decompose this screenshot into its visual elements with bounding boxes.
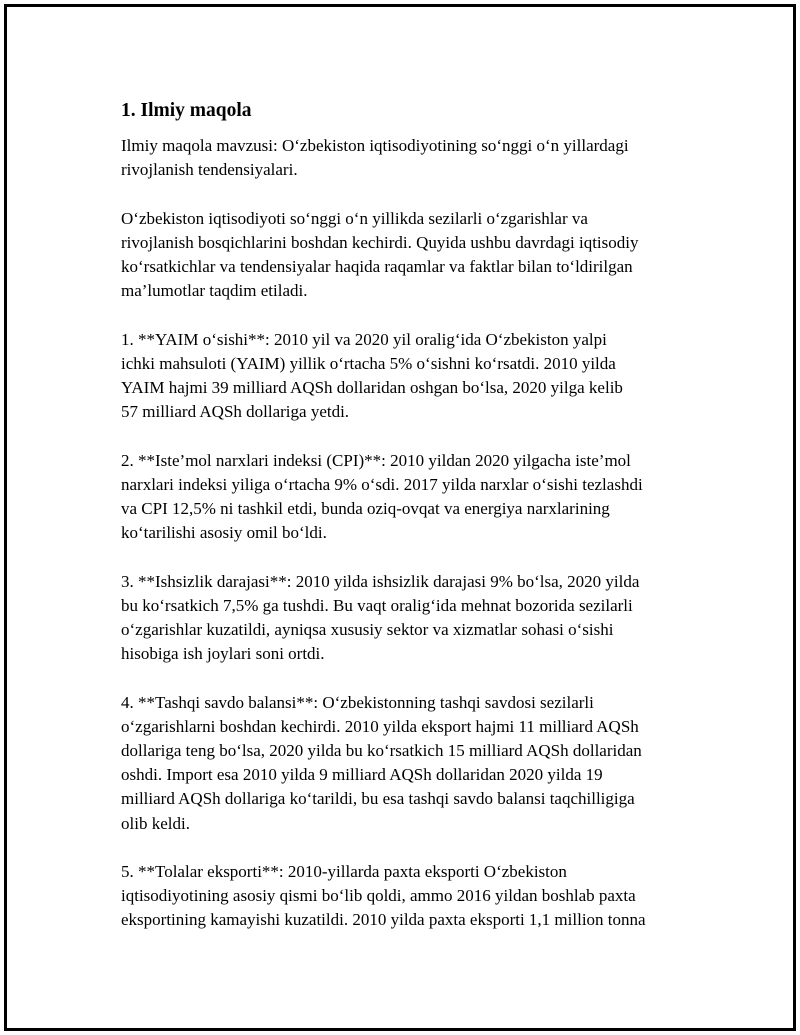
- paragraph-unemployment: 3. **Ishsizlik darajasi**: 2010 yilda ishsizlik darajasi 9% bo‘lsa, 2020 yilda bu ko‘rsatkich 7,5% ga tushdi. Bu vaqt oralig‘ida mehnat bozorida sezilarli o‘zgarishlar kuzatildi, ayniqsa xususiy sektor va xizmatlar sohasi o‘sishi hisobiga ish joylari soni ortdi.: [121, 571, 640, 664]
- paragraph-intro: O‘zbekiston iqtisodiyoti so‘nggi o‘n yillikda sezilarli o‘zgarishlar va rivojlanish bosqichlarini boshdan kechirdi. Quyida ushbu davrdagi iqtisodiy ko‘rsatkichlar va tendensiyalar haqida raqamlar va faktlar bilan to‘ldirilgan ma’lumotlar taqdim etiladi.: [121, 208, 639, 301]
- paragraph-gdp-growth: 1. **YAIM o‘sishi**: 2010 yil va 2020 yil oralig‘ida O‘zbekiston yalpi ichki mahsuloti (YAIM) yillik o‘rtacha 5% o‘sishni ko‘rsatdi. 2010 yilda YAIM hajmi 39 milliard AQSh dollaridan oshgan bo‘lsa, 2020 yilga kelib 57 milliard AQSh dollariga yetdi.: [121, 329, 623, 422]
- paragraph-cpi: 2. **Iste’mol narxlari indeksi (CPI)**: 2010 yildan 2020 yilgacha iste’mol narxlari indeksi yiliga o‘rtacha 9% o‘sdi. 2017 yilda narxlar o‘sishi tezlashdi va CPI 12,5% ni tashkil etdi, bunda oziq-ovqat va energiya narxlarining ko‘tarilishi asosiy omil bo‘ldi.: [121, 450, 643, 543]
- paragraph-fiber-export: 5. **Tolalar eksporti**: 2010-yillarda paxta eksporti O‘zbekiston iqtisodiyotining asosiy qismi bo‘lib qoldi, ammo 2016 yildan boshlab paxta eksportining kamayishi kuzatildi. 2010 yilda paxta eksporti 1,1 million tonna: [121, 862, 646, 930]
- paragraph-trade-balance: 4. **Tashqi savdo balansi**: O‘zbekistonning tashqi savdosi sezilarli o‘zgarishlarni boshdan kechirdi. 2010 yilda eksport hajmi 11 milliard AQSh dollariga teng bo‘lsa, 2020 yilda bu ko‘rsatkich 15 milliard AQSh dollaridan oshdi. Import esa 2010 yilda 9 milliard AQSh dollaridan 2020 yilda 19 milliard AQSh dollariga ko‘tarildi, bu esa tashqi savdo balansi taqchilligiga olib keldi.: [121, 692, 642, 833]
- document-body: [121, 99, 691, 957]
- page-frame: [4, 4, 796, 1031]
- section-heading: 1. Ilmiy maqola: [121, 100, 252, 121]
- paragraph-topic: Ilmiy maqola mavzusi: O‘zbekiston iqtisodiyotining so‘nggi o‘n yillardagi rivojlanish tendensiyalari.: [121, 136, 629, 180]
